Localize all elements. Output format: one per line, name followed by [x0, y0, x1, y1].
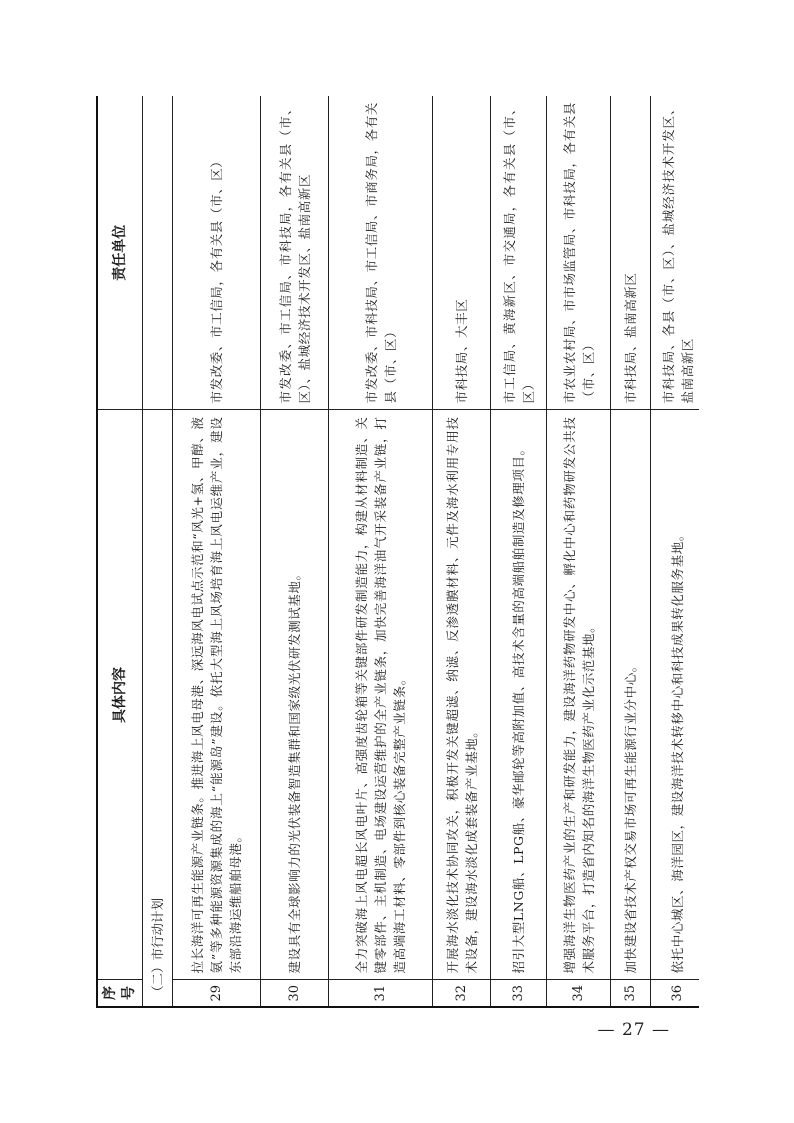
- action-plan-table: [96, 96, 699, 1008]
- row-number: 35: [611, 980, 651, 1007]
- row-content: 招引大型LNG船、LPG船、豪华邮轮等高附加值、高技术含量的高端船舶制造及修理项目。: [491, 410, 547, 980]
- row-unit: 市科技局、各县（市、区）、盐城经济技术开发区、盐南高新区: [651, 96, 700, 410]
- section-empty-cell: [143, 96, 173, 410]
- row-unit: 市发改委、市科技局、市工信局、市商务局，各有关县（市、区）: [329, 96, 433, 410]
- rotated-table-container: [96, 96, 699, 1008]
- table-row: [611, 96, 651, 1007]
- table-header-row: [97, 96, 143, 1007]
- row-content: 增强海洋生物医药产业的生产和研发能力，建设海洋药物研发中心、孵化中心和药物研发公共技术服务平台，打造省内知名的海洋生物医药产业化示范基地。: [547, 410, 611, 980]
- header-content: 具体内容: [97, 410, 143, 980]
- row-content: 拉长海洋可再生能源产业链条。推进海上风电母港、深远海风电试点示范和“风光+氢、甲醇、液氨”等多种能源资源集成的海上“能源岛”建设。依托大型海上风场培育海上风电运维产业，建设东部沿海运维船舶母港。: [173, 410, 261, 980]
- row-number: 33: [491, 980, 547, 1007]
- table-row: [261, 96, 329, 1007]
- table-row: [491, 96, 547, 1007]
- table-row: [547, 96, 611, 1007]
- row-unit: 市发改委、市工信局、市科技局，各有关县（市、区）、盐城经济技术开发区、盐南高新区: [261, 96, 329, 410]
- row-number: 31: [329, 980, 433, 1007]
- row-unit: 市农业农村局、市市场监管局、市科技局，各有关县（市、区）: [547, 96, 611, 410]
- table-row: [173, 96, 261, 1007]
- rotated-page-region: [96, 96, 699, 1008]
- row-unit: 市工信局、黄海新区、市交通局，各有关县（市、区）: [491, 96, 547, 410]
- page-number: — 27 —: [597, 1020, 670, 1040]
- row-content: 全力突破海上风电超长风电叶片、高强度齿轮箱等关键部件研发制造能力，构建从材料制造、关键零部件、主机制造、电场建设运营维护的全产业链条，加快完善海洋油气开采装备产业链，打造高端海工材料、零部件到核心装备完整产业链条。: [329, 410, 433, 980]
- row-number: 30: [261, 980, 329, 1007]
- table-row: [329, 96, 433, 1007]
- section-row: [143, 96, 173, 1007]
- row-content: 依托中心城区、海洋园区，建设海洋技术转移中心和科技成果转化服务基地。: [651, 410, 700, 980]
- section-label: （二）市行动计划: [143, 410, 173, 1007]
- row-number: 29: [173, 980, 261, 1007]
- row-number: 34: [547, 980, 611, 1007]
- row-content: 建设具有全球影响力的光伏装备智造集群和国家级光伏研发测试基地。: [261, 410, 329, 980]
- row-unit: 市科技局、盐南高新区: [611, 96, 651, 410]
- row-content: 开展海水淡化技术协同攻关，积极开发关键超滤、纳滤、反渗透膜材料、元件及海水利用专用技术设备，建设海水淡化成套装备产业基地。: [433, 410, 491, 980]
- row-number: 36: [651, 980, 700, 1007]
- header-number: 序号: [97, 980, 143, 1007]
- header-unit: 责任单位: [97, 96, 143, 410]
- table-row: [651, 96, 700, 1007]
- row-unit: 市发改委、市工信局，各有关县（市、区）: [173, 96, 261, 410]
- row-content: 加快建设省技术产权交易市场可再生能源行业分中心。: [611, 410, 651, 980]
- table-row: [433, 96, 491, 1007]
- row-unit: 市科技局、大丰区: [433, 96, 491, 410]
- row-number: 32: [433, 980, 491, 1007]
